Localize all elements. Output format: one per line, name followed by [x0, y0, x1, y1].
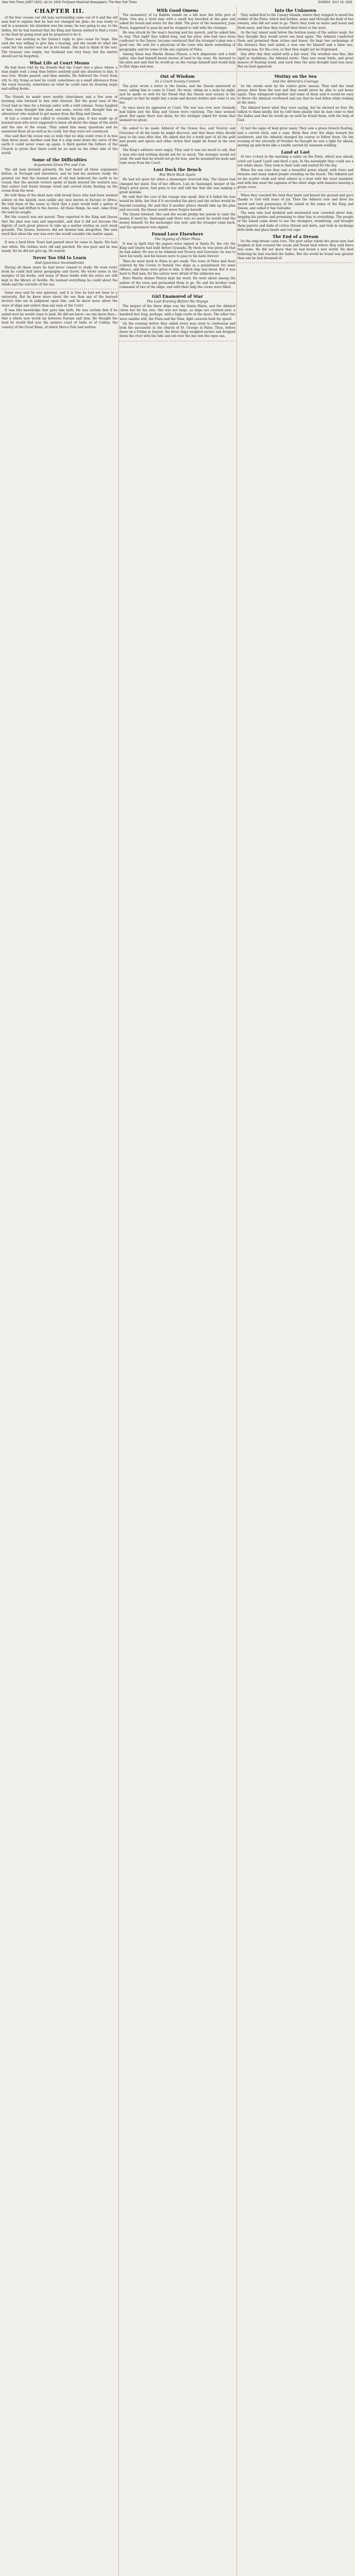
paragraph: So the long dream came true. The poor sailor whom the great men had laughed at had crossed the ocean and found land where they said there was none. He did not know that he had found a new world. He died believing he had reached the Indies. But the world he found was greater than any he had dreamed of.	[238, 239, 353, 260]
paragraph: He had not gone far when a messenger overtook him. The Queen had changed her mind. One of her officers, Luis de Santangel, keeper of the King's privy purse, had gone to her and told her that she was making a great mistake.	[120, 178, 235, 194]
section-heading: Lost Dock the Bench	[153, 167, 202, 173]
section-heading: Out of Wisdom	[160, 73, 195, 79]
section-subheading: Arguments Given Pro and Con	[33, 163, 86, 167]
paragraph: The monastery of La Rabida stands on a hill near the little port of Palos. One day a tired man with a small boy knocked at the gate and asked for bread and water for the child. The prior of the monastery, Juan Perez, happened to pass by and he stopped to talk with the stranger.	[120, 13, 235, 30]
paragraph: It was this knowledge that gave him faith. He was certain that if he sailed west he would come to land. He did not know—no one knew then—that a whole new world lay between Europe and Asia. He thought the land he would find was the eastern coast of India or of Cathay, the country of the Great Khan, of which Marco Polo had written.	[2, 308, 117, 329]
paragraph: It was in April that the papers were signed at Santa Fe, the city the King and Queen had built before Granada. By them he was given all that he had asked. He was to be Admiral and Viceroy and Governor; he was to have his tenth; and his honors were to pass to his heirs forever.	[120, 242, 235, 259]
paragraph: The Queen listened. She said she would pledge her jewels to raise the money if need be. Santangel said there was no need; he would lend the money himself. So the messenger was sent, and the stranger came back, and the agreement was signed.	[120, 212, 235, 229]
section-subheading: The Signing of Other Plans	[154, 236, 201, 241]
paragraph: They sailed first to the Canary Islands, where they stopped to mend the rudder of the Pinta, which had broken, some said through the fault of her owners, who did not wish to go. There they took on water and wood and fresh meat, and then they turned their bows to the west.	[238, 13, 353, 30]
paragraph: At last the signs of land grew many. They saw a green branch floating, and a carved stick, and a cane. Birds flew over the ships toward the southwest, and the Admiral changed his course to follow them. On the evening of the eleventh of October he thought he saw a light far ahead, moving up and down like a candle carried by someone walking.	[238, 127, 353, 148]
column-rule	[120, 71, 235, 72]
paragraph: The largest of the three ships was the Santa Maria, and the Admiral chose her for his own. She was not large, as ships are counted now; a hundred feet long, perhaps, with a high castle at the stern. The other two were smaller still, the Pinta and the Nina, light caravels built for speed.	[120, 304, 235, 321]
paragraph: Day after day they sailed with a fair wind. The weather was fine, like April in Andalusia, the Admiral wrote. They saw many birds, and great masses of floating weed, and each time the men thought land was near. But no land appeared.	[238, 52, 353, 69]
paragraph: Among these was Martin Alonso Pinzon, a rich shipowner and a bold sailor, who had himself heard stories of land to the west. He listened to the plan and said that he would go on the voyage himself and would help to find ships and men.	[120, 52, 235, 69]
section-heading: Girl Enamored of Star	[152, 293, 203, 299]
paragraph: Some men said he was ignorant, and it is true he had not been to a university. But he knew more about the sea than any of the learned doctors who sat in judgment upon him, and he knew more about the ways of ships and sailors than any man at the Court.	[2, 291, 117, 308]
paragraph: Then he went back to Palos to get ready. The town of Palos had been ordered by the Crown to furnish two ships as a punishment for some offence, and these were given to him. A third ship was hired. But it was hard to find men, for the sailors were afraid of the unknown sea.	[120, 259, 235, 276]
paragraph: It was a hard blow. Years had passed since he came to Spain. His hair was white. His clothes were old and patched. He was poor and he was lonely. Yet he did not give up. He waited.	[2, 241, 117, 253]
paragraph: At last a council was called to consider his plan. It was made up of learned men who were supposed to know all about the shape of the earth and the size of the ocean. They asked him many questions and he answered them all as well as he could, but they were not convinced.	[2, 117, 117, 133]
column-1	[2, 6, 117, 2576]
section-heading: Into the Unknown	[275, 8, 316, 13]
section-subheading: The Last Evening Before the Voyage	[146, 299, 209, 303]
paragraph: During all these years he had never ceased to study. He read every book he could find about geography and travel. He wrote notes in the margins of his books, and many of these books with his notes are still kept in the library at Seville. He learned everything he could about the winds and the currents of the sea.	[2, 265, 117, 286]
paragraph: One said that the ocean was so wide that no ship could cross it in less than three years. Another said that if a ship went down the curve of the earth it could never come up again. A third quoted the fathers of the Church to prove that there could be no land on the other side of the world.	[2, 134, 117, 155]
column-rule	[2, 289, 117, 290]
paragraph: At two o'clock in the morning a sailor on the Pinta, which was ahead, cried out Land! Land! and fired a gun. In the moonlight they could see a low white shore. They took in their sails and waited for the day.	[238, 155, 353, 167]
section-heading: Mutiny on the Sea	[274, 73, 317, 79]
chapter-heading: CHAPTER III.	[35, 8, 84, 14]
columns	[2, 6, 353, 2576]
section-heading: The End of a Dream	[272, 233, 319, 239]
section-subheading: And Ignorance Inconsiderate	[35, 260, 84, 265]
column-rule	[120, 124, 235, 125]
section-heading: What Life at Court Means	[29, 60, 90, 66]
paragraph: He said that the cost of the voyage was small, that if it failed the loss would be little, but that if it succeeded the glory and the riches would be beyond counting. He said that if another prince should take up the plan and succeed, the Queen would never forgive herself.	[120, 195, 235, 212]
paragraph: The men who had doubted and murmured now crowded about him, begging his pardon and promising to obey him in everything. The people of the island came down to see the strangers, wondering, and brought them parrots and balls of cotton thread and darts, and took in exchange little bells and glass beads and red caps.	[238, 211, 353, 232]
paragraph: He asked to be made Admiral of the Ocean Sea, and Viceroy and Governor of all the lands he might discover, and that these titles should pass to his sons after him. He asked also for a tenth part of all the gold and pearls and spices and other riches that might be found in the new lands.	[120, 127, 235, 148]
paragraph: The friends he made were mostly churchmen and a few men of learning who listened to him with interest. But the great men of the Court had no time for a foreign sailor with a wild scheme. Some laughed at him; some thought him mad; and some, worse still, thought him an adventurer who wanted to get money from the King and Queen.	[2, 95, 117, 116]
masthead-source: New York Times (1857-1922); Jul 14, 1918; ProQuest Historical Newspapers: The New York Times	[2, 1, 137, 4]
section-heading: With Good Omens	[157, 8, 198, 13]
column-rule	[238, 71, 353, 72]
paragraph: So once more he appeared at Court. The war was over now. Granada had fallen and the King and Queen were rejoicing. The time seemed good. But again there was delay, for the stranger asked for terms that seemed too great.	[120, 106, 235, 123]
column-3	[236, 6, 353, 2576]
masthead	[2, 1, 353, 5]
column-rule	[2, 93, 117, 94]
paragraph: On the evening before they sailed every man went to confession and took the sacrament in the church of St. George at Palos. Then, before dawn on a Friday in August, the three ships weighed anchor and dropped down the river with the tide and out over the bar into the open sea.	[120, 321, 235, 338]
paragraph: When they reached the land they knelt and kissed the ground and gave thanks to God with tears of joy. Then the Admiral rose and drew his sword and took possession of the island in the name of the King and Queen, and called it San Salvador.	[238, 194, 353, 210]
section-subheading: In a Court Scanty Content	[155, 79, 200, 83]
column-rule	[238, 191, 353, 192]
column-rule	[238, 124, 353, 125]
paragraph: of the four oceans our old man surrounding came out of it and the old man had to explain that he had not changed his plan—he was ready to sail in a moment; his intention was the same; he was going to sea, to the Indies, for he had learned that the King and Queen wished to find a route to the East by going west and he proposed to do it.	[2, 16, 117, 37]
column-2	[119, 6, 235, 2576]
paragraph: When the sun rose they saw a beautiful green island, with trees and streams and many naked people standing on the beach. The Admiral put on his scarlet cloak and went ashore in a boat with the royal standard, and with him went the captains of the other ships with banners bearing a green cross.	[238, 168, 353, 189]
section-subheading: But Went Back Again	[159, 173, 196, 177]
paragraph: But the council was not moved. They reported to the King and Queen that the plan was vain and impossible, and that it did not become the dignity of such great princes to take up a matter resting on such weak grounds. The Queen, however, did not dismiss him altogether. She sent word that when the war was over she would consider the matter again.	[2, 215, 117, 236]
paragraph: The old man listened patiently. He had heard all these arguments before, in Portugal and elsewhere, and he had his answers ready. He pointed out that the learned men of old had believed the earth to be round; that the ancient writers spoke of lands beyond the western sea; that sailors had found strange wood and carved sticks floating on the ocean from the west.	[2, 168, 117, 193]
paragraph: The prior wrote a letter to the Queen, and the Queen answered at once, asking him to come to Court. He went, riding on a mule by night, and he spoke so well for his friend that the Queen sent money to the stranger so that he might buy a mule and decent clothes and come to see her.	[120, 84, 235, 105]
section-heading: Land at Last	[281, 149, 310, 155]
paragraph: As the last island sank below the horizon many of the sailors wept, for they thought they would never see land again. The Admiral comforted them and promised them riches and honor. He kept two reckonings of the distance they had sailed, a true one for himself and a false one, showing less, for the crew, so that they might not be frightened.	[238, 30, 353, 52]
column-rule	[120, 291, 235, 292]
paragraph: Here Martin Alonso Pinzon kept his word. He went about among the sailors of the town and persuaded them to go. He and his brother took command of two of the ships, and with their help the crews were filled.	[120, 277, 235, 289]
section-heading: Never Too Old to Learn	[32, 255, 87, 260]
section-heading: Found Love Elsewhere	[151, 231, 204, 236]
paragraph: He had been told by his friends that the Court was a place where a man might wait a long time before anybody paid any attention to him. It was true. Weeks passed, and then months. He followed the Court from city to city, living as best he could, sometimes on a small allowance from the royal treasury, sometimes on what he could earn by drawing maps and selling books.	[2, 66, 117, 91]
column-rule	[2, 238, 117, 239]
paragraph: The Admiral knew what they were saying, but he showed no fear. He talked to them kindly, but he told them plainly that he had come to find the Indies and that he would go on until he found them, with the help of God.	[238, 106, 353, 123]
column-rule	[120, 341, 235, 342]
section-subheading: And the Admiral's Courage	[272, 79, 319, 83]
paragraph: There was nothing in the Queen's reply to give cause for hope. She said she was willing to give him a hearing, and she would do what she could but the matter was not in her hands. She had to think of the war. The treasury was empty; her husband was very busy; but the matter should not be forgotten.	[2, 38, 117, 58]
paragraph: The King's advisers were angry. They said it was too much to ask, that a man who had nothing should ask for so much. The stranger would not yield. He said that he would not go for less, and he mounted his mule and rode away from the Court.	[120, 148, 235, 165]
paragraph: He was struck by the man's bearing and his speech, and he asked him to stay. That night they talked long, and the prior, who had once been confessor to the Queen, became convinced that the stranger's plan was a good one. He sent for a physician of the town who knew something of geography, and for some of the sea captains of Palos.	[120, 30, 235, 52]
paragraph: As the weeks went by the sailors grew uneasy. They said the wind always blew from the east and they would never be able to sail home again. They whispered together and some of them said it would be easy to throw the Admiral overboard and say that he had fallen while looking at the stars.	[238, 84, 353, 105]
section-heading: Some of the Difficulties	[32, 157, 87, 163]
masthead-date: SUNDAY. JULY 14, 1918.	[318, 1, 353, 4]
column-rule	[238, 262, 353, 263]
paragraph: He told them of the dead men with broad faces who had been washed ashore on the islands, men unlike any race known in Europe or Africa. He told them of the canes so thick that a joint would hold a gallon of wine, that had drifted to the Azores. All these things, he said, came from the land he sought.	[2, 194, 117, 215]
